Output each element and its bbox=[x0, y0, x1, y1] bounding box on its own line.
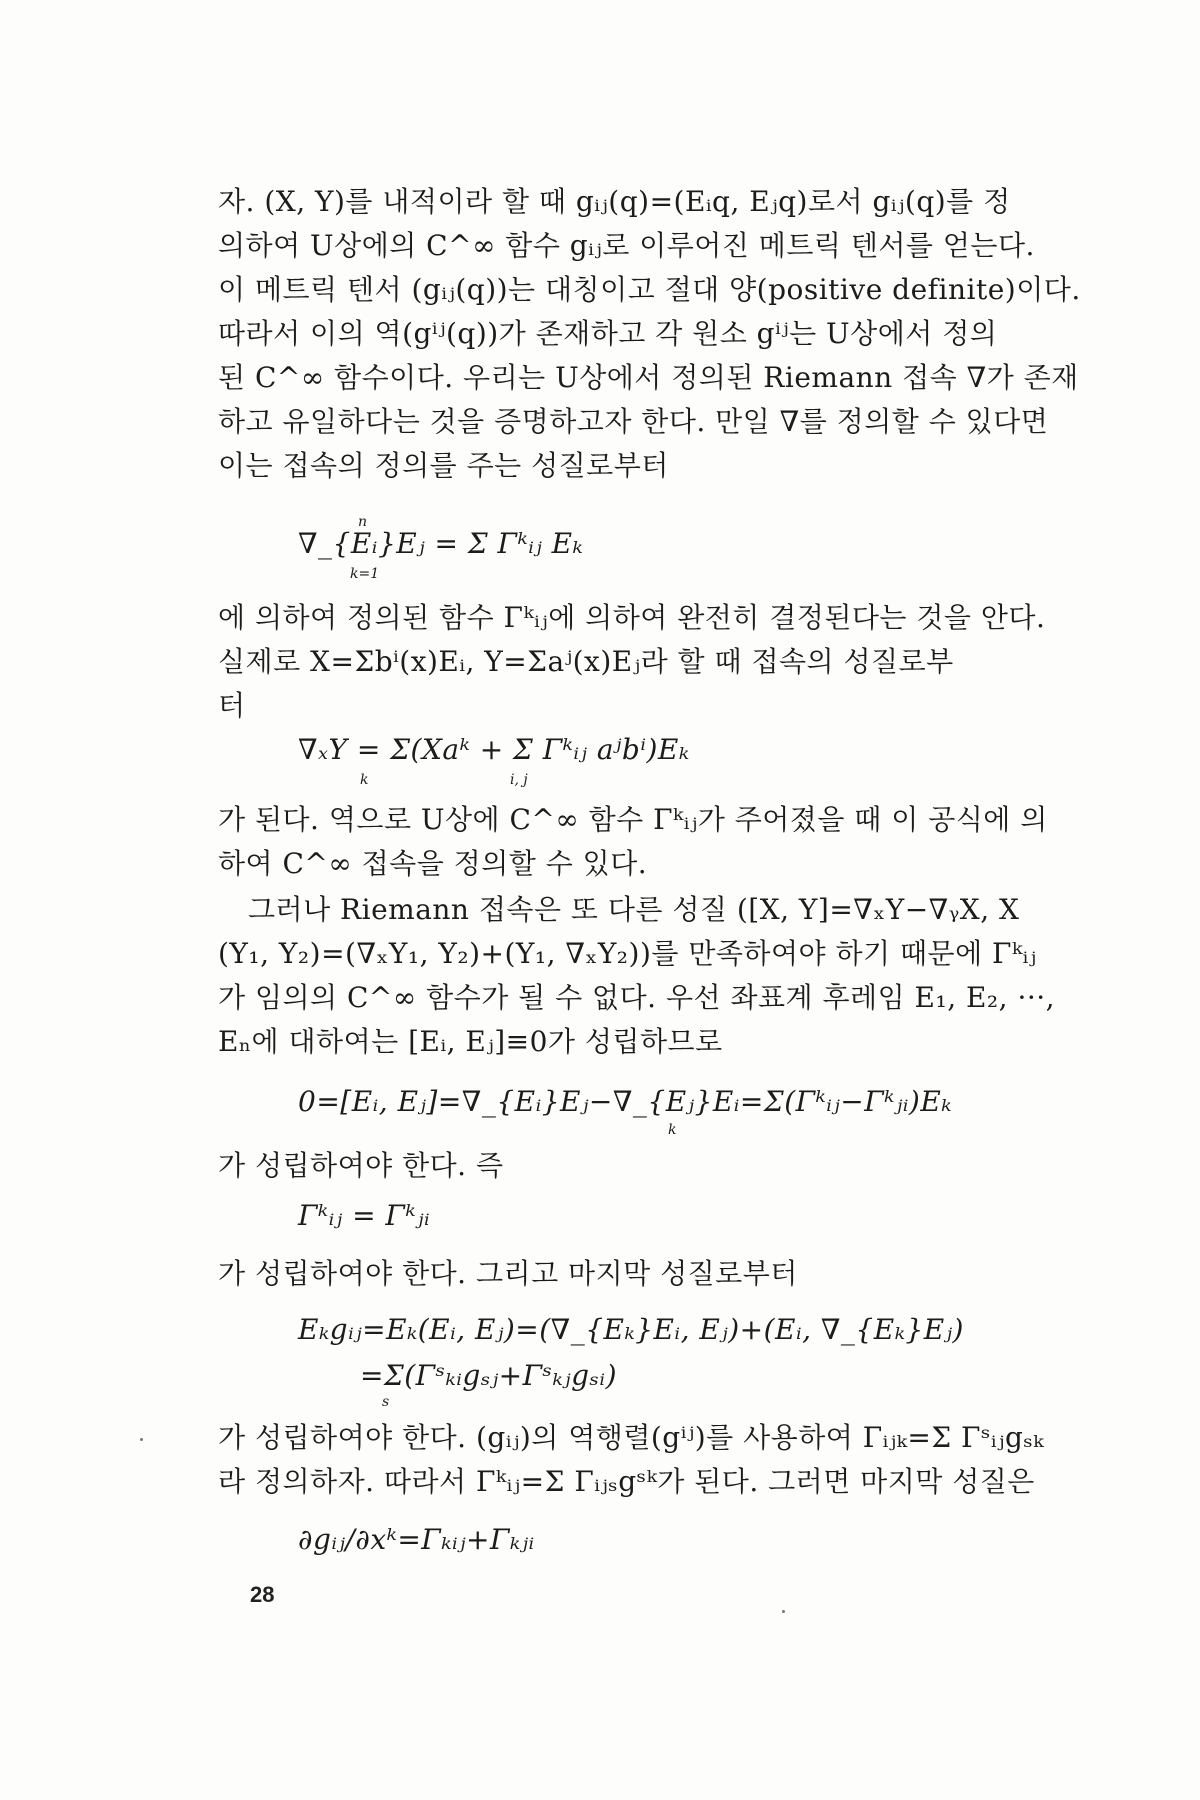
text-line: 에 의하여 정의된 함수 Γᵏᵢⱼ에 의하여 완전히 결정된다는 것을 안다. bbox=[218, 601, 1046, 634]
scan-speck bbox=[140, 1438, 143, 1441]
text-line: 가 임의의 C^∞ 함수가 될 수 없다. 우선 좌표계 후레임 E₁, E₂, ···, bbox=[218, 981, 1056, 1014]
text-line: 가 성립하여야 한다. 즉 bbox=[218, 1149, 504, 1182]
sum-index: s bbox=[382, 1394, 390, 1410]
sum-upper-limit: n bbox=[358, 514, 368, 530]
text-line: 실제로 X=Σbⁱ(x)Eᵢ, Y=Σaʲ(x)Eⱼ라 할 때 접속의 성질로부 bbox=[218, 645, 954, 678]
text-line: 라 정의하자. 따라서 Γᵏᵢⱼ=Σ Γᵢⱼₛgˢᵏ가 된다. 그러면 마지막 성질은 bbox=[218, 1465, 1035, 1498]
text-line: 하고 유일하다는 것을 증명하고자 한다. 만일 ∇를 정의할 수 있다면 bbox=[218, 405, 1049, 438]
sum-index: i, j bbox=[510, 772, 528, 788]
text-line: 하여 C^∞ 접속을 정의할 수 있다. bbox=[218, 847, 648, 880]
page-number: 28 bbox=[250, 1582, 275, 1607]
formula-metric-compatibility: Eₖgᵢⱼ=Eₖ(Eᵢ, Eⱼ)=(∇_{Eₖ}Eᵢ, Eⱼ)+(Eᵢ, ∇_{Eₖ}Eⱼ) bbox=[298, 1313, 964, 1346]
sum-index: k bbox=[668, 1122, 677, 1138]
formula-connection-definition: ∇_{Eᵢ}Eⱼ = Σ Γᵏᵢⱼ Eₖ bbox=[298, 527, 584, 560]
sum-lower-limit: k=1 bbox=[350, 566, 380, 582]
formula-metric-derivative: ∂gᵢⱼ/∂xᵏ=Γₖᵢⱼ+Γₖⱼᵢ bbox=[298, 1523, 535, 1556]
formula-metric-compatibility-cont: =Σ(Γˢₖᵢgₛⱼ+Γˢₖⱼgₛᵢ) bbox=[360, 1359, 617, 1392]
text-line: 된 C^∞ 함수이다. 우리는 U상에서 정의된 Riemann 접속 ∇가 존재 bbox=[218, 361, 1079, 394]
formula-covariant-derivative: ∇ₓY = Σ(Xaᵏ + Σ Γᵏᵢⱼ aʲbⁱ)Eₖ bbox=[298, 733, 690, 766]
text-line: 터 bbox=[218, 689, 246, 722]
text-line: 가 된다. 역으로 U상에 C^∞ 함수 Γᵏᵢⱼ가 주어졌을 때 이 공식에 의 bbox=[218, 803, 1048, 836]
text-line: 가 성립하여야 한다. 그리고 마지막 성질로부터 bbox=[218, 1257, 798, 1290]
text-line: (Y₁, Y₂)=(∇ₓY₁, Y₂)+(Y₁, ∇ₓY₂))를 만족하여야 하기 때문에 Γᵏᵢⱼ bbox=[218, 937, 1037, 970]
text-line: 의하여 U상에의 C^∞ 함수 gᵢⱼ로 이루어진 메트릭 텐서를 얻는다. bbox=[218, 229, 1035, 262]
text-line: Eₙ에 대하여는 [Eᵢ, Eⱼ]≡0가 성립하므로 bbox=[218, 1025, 723, 1058]
formula-torsion-free: 0=[Eᵢ, Eⱼ]=∇_{Eᵢ}Eⱼ−∇_{Eⱼ}Eᵢ=Σ(Γᵏᵢⱼ−Γᵏⱼᵢ)Eₖ bbox=[298, 1085, 952, 1118]
sum-index: k bbox=[360, 772, 369, 788]
text-line: 이 메트릭 텐서 (gᵢⱼ(q))는 대칭이고 절대 양(positive definite)이다. bbox=[218, 273, 1081, 306]
scan-speck bbox=[782, 1610, 785, 1613]
text-line: 자. (X, Y)를 내적이라 할 때 gᵢⱼ(q)=(Eᵢq, Eⱼq)로서 gᵢⱼ(q)를 정 bbox=[218, 185, 1011, 218]
text-line: 가 성립하여야 한다. (gᵢⱼ)의 역행렬(gⁱʲ)를 사용하여 Γᵢⱼₖ=Σ Γˢᵢⱼgₛₖ bbox=[218, 1421, 1045, 1454]
text-line: 이는 접속의 정의를 주는 성질로부터 bbox=[218, 449, 669, 482]
text-line: 그러나 Riemann 접속은 또 다른 성질 ([X, Y]=∇ₓY−∇ᵧX, X bbox=[248, 893, 1020, 926]
formula-symmetry: Γᵏᵢⱼ = Γᵏⱼᵢ bbox=[298, 1199, 431, 1232]
text-line: 따라서 이의 역(gⁱʲ(q))가 존재하고 각 원소 gⁱʲ는 U상에서 정의 bbox=[218, 317, 998, 350]
